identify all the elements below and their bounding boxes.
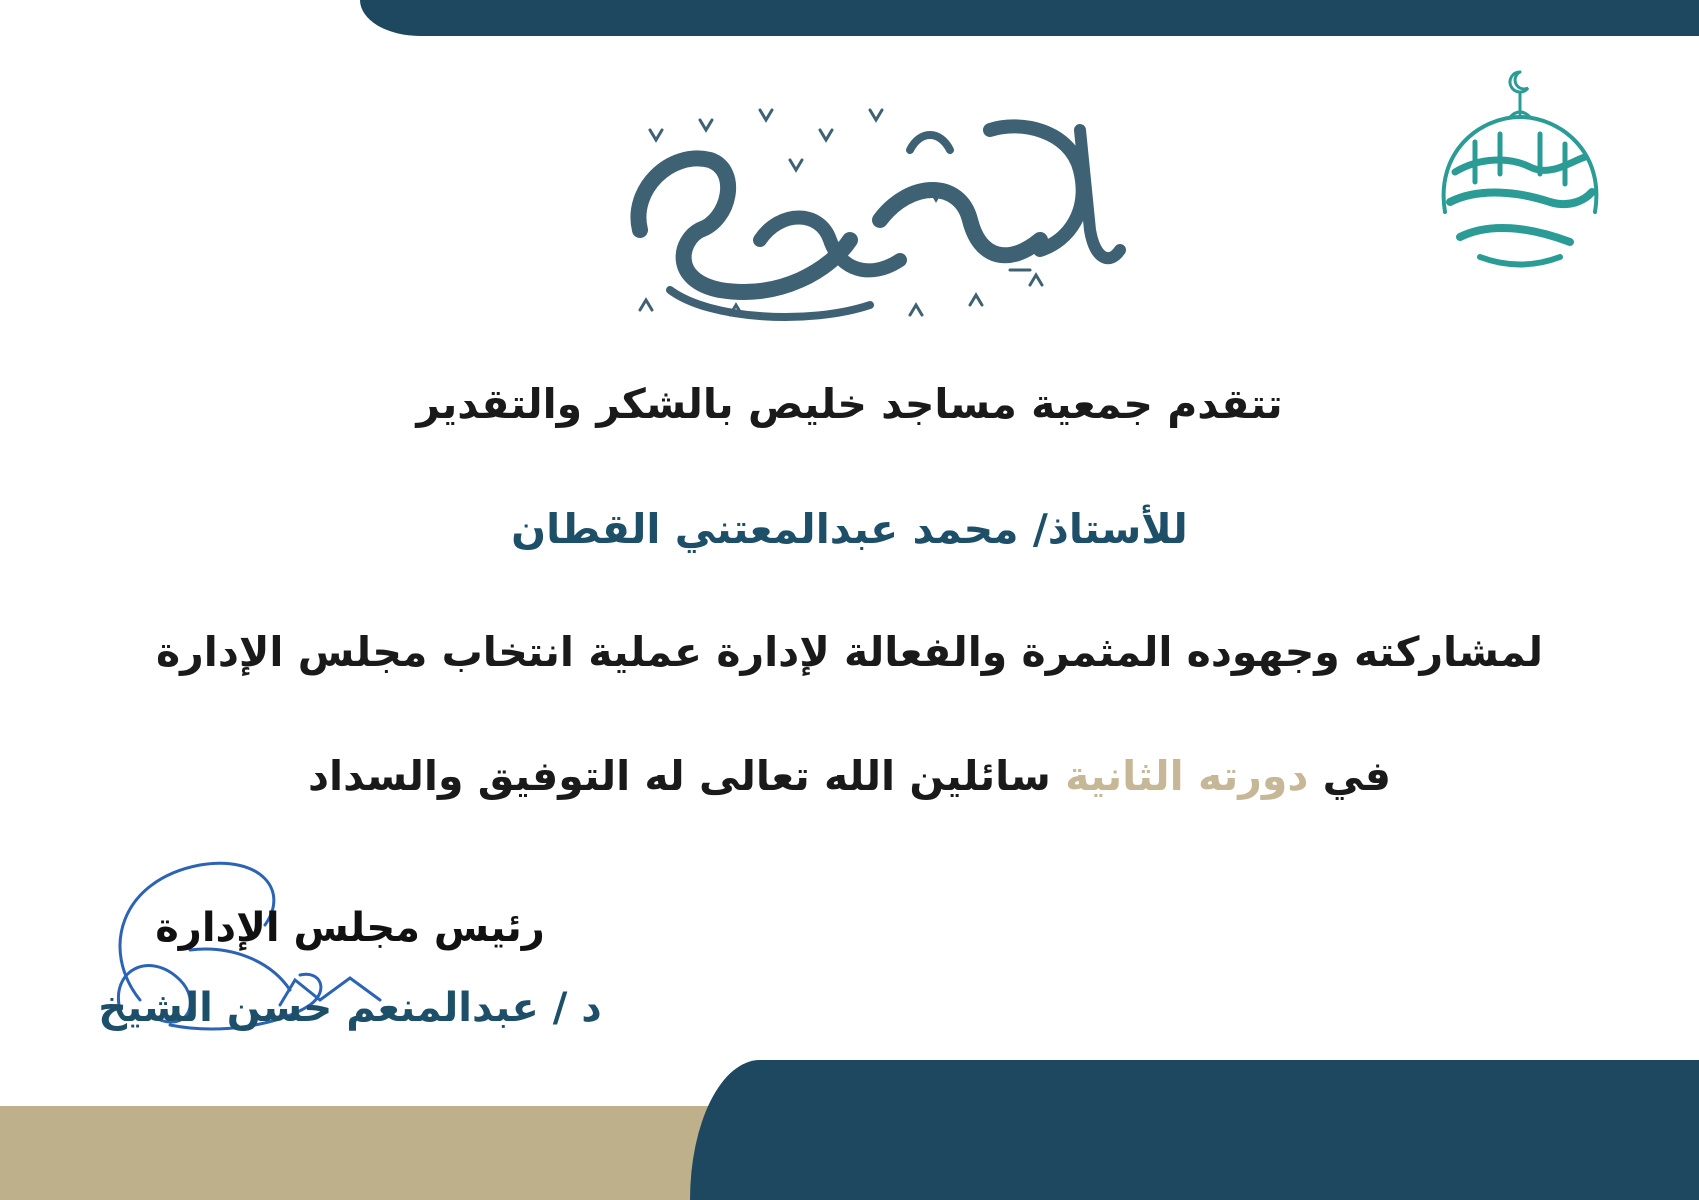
top-decorative-band (360, 0, 1699, 36)
thanks-calligraphy-heading (610, 90, 1130, 330)
closing-line-end: سائلين الله تعالى له التوفيق والسداد (308, 752, 1066, 800)
presenting-line: تتقدم جمعية مساجد خليص بالشكر والتقدير (416, 380, 1283, 428)
bottom-decorative-band (690, 1060, 1699, 1200)
reason-line: لمشاركته وجهوده المثمرة والفعالة لإدارة عملية انتخاب مجلس الإدارة (155, 628, 1544, 676)
recipient-name: للأستاذ/ محمد عبدالمعتني القطان (511, 505, 1188, 553)
session-highlight: دورته الثانية (1065, 752, 1309, 800)
signatory-name: د / عبدالمنعم حسن الشيخ (98, 985, 602, 1031)
closing-line (0, 752, 1699, 801)
bottom-gold-band (0, 1106, 760, 1200)
signatory-title: رئيس مجلس الإدارة (155, 905, 545, 951)
association-logo-emblem (1420, 62, 1610, 272)
closing-line-start: في (1308, 752, 1391, 800)
